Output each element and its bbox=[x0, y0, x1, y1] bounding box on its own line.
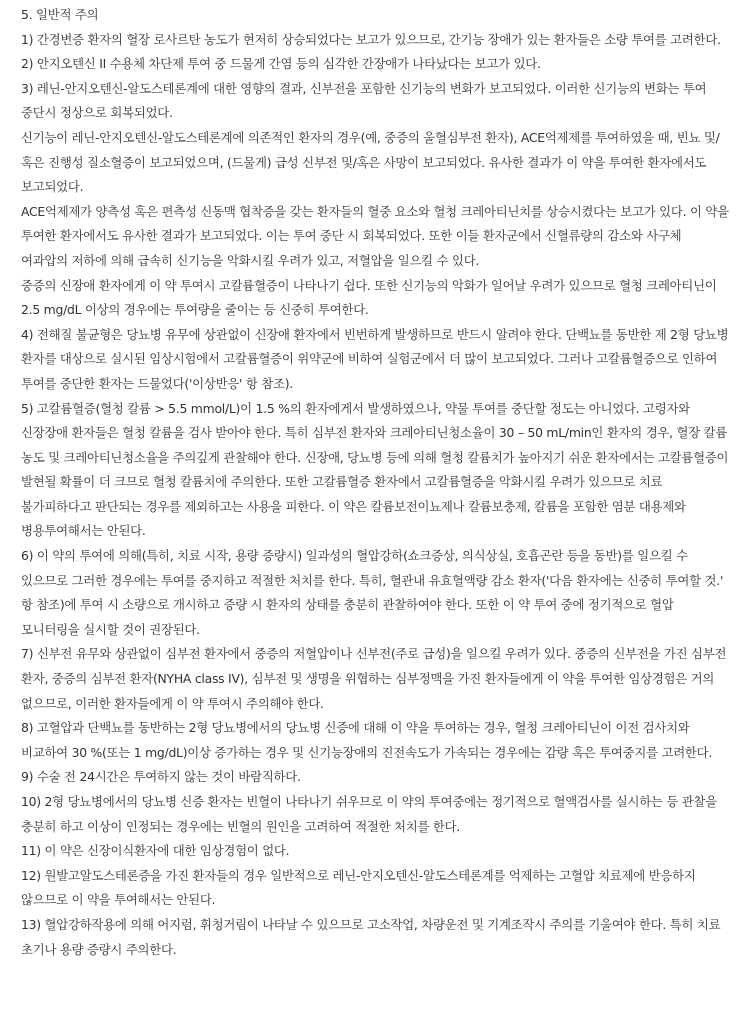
paragraph-3-ace-inhibitor-renal: 신기능이 레닌-안지오텐신-알도스테론계에 의존적인 환자의 경우(예, 중증의 울혈심부전 환자), ACE억제제를 투여하였을 때, 빈뇨 및/혹은 진행성 질소혈증이 보고되었으며, (드물게) 급성 신부전 및/혹은 사망이 보고되었다. 유사한 결과가 이 약을 투여한 환자에서도 보고되었다. bbox=[21, 129, 720, 195]
paragraph-2: 2) 안지오텐신 II 수용체 차단제 투여 중 드물게 간염 등의 심각한 간장애가 나타났다는 보고가 있다. bbox=[21, 56, 541, 72]
paragraph-11: 11) 이 약은 신장이식환자에 대한 임상경험이 없다. bbox=[21, 843, 290, 859]
paragraph-10: 10) 2형 당뇨병에서의 당뇨병 신증 환자는 빈혈이 나타나기 쉬우므로 이 약의 투여중에는 정기적으로 혈액검사를 실시하는 등 관찰을 충분히 하고 이상이 인정되는 경우에는 빈혈의 원인을 고려하여 적절한 처치를 한다. bbox=[21, 794, 717, 834]
paragraph-3-severe-renal-impairment: 중증의 신장애 환자에게 이 약 투여시 고칼륨혈증이 나타나기 쉽다. 또한 신기능의 악화가 일어날 우려가 있으므로 혈청 크레아티닌이 2.5 mg/dL 이상의 경우에는 투여량을 줄이는 등 신중히 투여한다. bbox=[21, 277, 717, 318]
paragraph-4: 4) 전해질 불균형은 당뇨병 유무에 상관없이 신장애 환자에서 빈번하게 발생하므로 반드시 알려야 한다. 단백뇨를 동반한 제 2형 당뇨병 환자를 대상으로 실시된 임상시험에서 고칼륨혈증이 위약군에 비하여 실험군에서 더 많이 보고되었다. 그러나 고칼륨혈증으로 인하여 투여를 중단한 환자는 드물었다('이상반응' 항 참조). bbox=[21, 326, 729, 391]
paragraph-6: 6) 이 약의 투여에 의해(특히, 치료 시작, 용량 증량시) 일과성의 혈압강하(쇼크증상, 의식상실, 호흡곤란 등을 동반)를 일으킬 수 있으므로 그러한 경우에는 투여를 중지하고 적절한 처치를 한다. 특히, 혈관내 유효혈액량 감소 환자('다음 환자에는 신중히 투여할 것.' 항 참조)에 투여 시 소량으로 개시하고 증량 시 환자의 상태를 충분히 관찰하여야 한다. 또한 이 약 투여 중에 정기적으로 혈압 모니터링을 실시할 것이 권장된다. bbox=[21, 548, 724, 637]
paragraph-12: 12) 원발고알도스테론증을 가진 환자들의 경우 일반적으로 레닌-안지오텐신-알도스테론계를 억제하는 고혈압 치료제에 반응하지 않으므로 이 약을 투여해서는 안된다. bbox=[21, 867, 696, 908]
paragraph-7: 7) 신부전 유무와 상관없이 심부전 환자에서 중증의 저혈압이나 신부전(주로 급성)을 일으킬 우려가 있다. 중증의 신부전을 가진 심부전 환자, 중증의 심부전 환자(NYHA class IV), 심부전 및 생명을 위협하는 심부정맥을 가진 환자들에게 이 약을 투여한 임상경험은 거의 없으므로, 이러한 환자들에게 이 약 투여시 주의해야 한다. bbox=[21, 646, 727, 711]
section-heading: 5. 일반적 주의 bbox=[21, 7, 99, 22]
paragraph-8: 8) 고혈압과 단백뇨를 동반하는 2형 당뇨병에서의 당뇨병 신증에 대해 이 약을 투여하는 경우, 혈청 크레아티닌이 이전 검사치와 비교하여 30 %(또는 1 mg/dL)이상 증가하는 경우 및 신기능장애의 진전속도가 가속되는 경우에는 감량 혹은 투여중지를 고려한다. bbox=[21, 720, 713, 760]
paragraph-1: 1) 간경변증 환자의 혈장 로사르탄 농도가 현저히 상승되었다는 보고가 있으므로, 간기능 장애가 있는 환자들은 소량 투여를 고려한다. bbox=[21, 31, 721, 47]
paragraph-9: 9) 수술 전 24시간은 투여하지 않는 것이 바람직하다. bbox=[21, 769, 301, 785]
paragraph-13: 13) 혈압강하작용에 의해 어지럼, 휘청거림이 나타날 수 있으므로 고소작업, 차량운전 및 기계조작시 주의를 기울여야 한다. 특히 치료 초기나 용량 증량시 주의한다. bbox=[21, 916, 721, 957]
paragraph-3-renal-artery-stenosis: ACE억제제가 양측성 혹은 편측성 신동맥 협착증을 갖는 환자들의 혈중 요소와 혈청 크레아티닌치를 상승시켰다는 보고가 있다. 이 약을 투여한 환자에서도 유사한 결과가 보고되었다. 이는 투여 중단 시 회복되었다. 또한 이들 환자군에서 신혈류량의 감소와 사구체 여과압의 저하에 의해 급속히 신기능을 악화시킬 우려가 있고, 저혈압을 일으킬 수 있다. bbox=[21, 203, 729, 268]
paragraph-5: 5) 고칼륨혈증(혈청 칼륨 > 5.5 mmol/L)이 1.5 %의 환자에게서 발생하였으나, 약물 투여를 중단할 정도는 아니었다. 고령자와 신장장애 환자들은 혈청 칼륨을 검사 받아야 한다. 특히 심부전 환자와 크레아티닌청소율이 30 – 50 mL/min인 환자의 경우, 혈장 칼륨 농도 및 크레아티닌청소율을 주의깊게 관찰해야 한다. 신장애, 당뇨병 등에 의해 혈청 칼륨치가 높아지기 쉬운 환자에서는 고칼륨혈증이 발현될 확률이 더 크므로 혈청 칼륨치에 주의한다. 또한 고칼륨혈증 환자에서 고칼륨혈증을 악화시킬 우려가 있으므로 치료 불가피하다고 판단되는 경우를 제외하고는 사용을 피한다. 이 약은 칼륨보전이뇨제나 칼륨보충제, 칼륨을 포함한 염분 대용제와 병용투여해서는 안된다. bbox=[21, 400, 729, 539]
paragraph-3: 3) 레닌-안지오텐신-알도스테론계에 대한 영향의 결과, 신부전을 포함한 신기능의 변화가 보고되었다. 이러한 신기능의 변화는 투여 중단시 정상으로 회복되었다. bbox=[21, 80, 707, 121]
